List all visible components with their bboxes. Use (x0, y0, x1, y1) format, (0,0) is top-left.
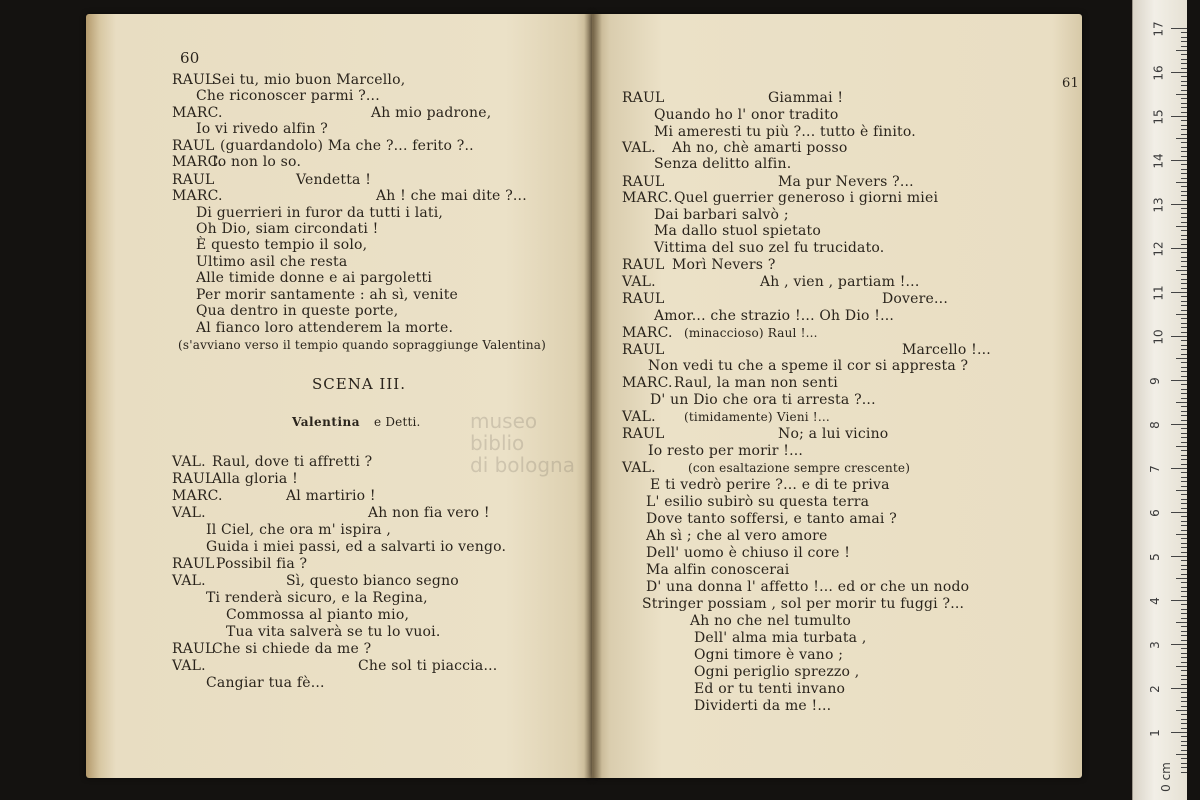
verse-line: Io resto per morir !... (648, 443, 804, 459)
ruler-tick (1181, 547, 1187, 548)
ruler-tick (1181, 714, 1187, 715)
verse-line: Sì, questo bianco segno (286, 573, 459, 589)
verse-line: Sei tu, mio buon Marcello, (212, 72, 406, 88)
ruler-tick (1181, 81, 1187, 82)
ruler-tick (1176, 314, 1187, 315)
verse-line: Oh Dio, siam circondati ! (196, 221, 379, 237)
page-number: 61 (1062, 76, 1079, 91)
ruler-tick (1181, 376, 1187, 377)
verse-line: Ultimo asil che resta (196, 254, 348, 270)
ruler-number: 5 (1147, 553, 1162, 561)
verse-line: Io non lo so. (212, 154, 302, 170)
ruler-tick (1181, 494, 1187, 495)
ruler-tick (1181, 728, 1187, 729)
verse-line: Vendetta ! (296, 172, 372, 188)
ruler-tick (1171, 688, 1187, 689)
speaker-label: VAL. (622, 460, 656, 476)
speaker-label: MARC. (622, 325, 673, 341)
ruler-tick (1181, 340, 1187, 341)
ruler-tick (1181, 560, 1187, 561)
ruler-tick (1181, 736, 1187, 737)
ruler-tick (1176, 710, 1187, 711)
ruler-tick (1181, 635, 1187, 636)
verse-line: Vittima del suo zel fu trucidato. (654, 240, 885, 256)
verse-line: Ma pur Nevers ?... (778, 174, 914, 190)
verse-line: Di guerrieri in furor da tutti i lati, (196, 205, 444, 221)
speaker-label: RAUL (622, 257, 665, 273)
verse-line: D' una donna l' affetto !... ed or che un nodo (646, 579, 970, 595)
speaker-label: VAL. (622, 274, 656, 290)
ruler-number: 3 (1147, 641, 1162, 649)
ruler-tick (1181, 450, 1187, 451)
verse-line: Possibil fia ? (216, 556, 308, 572)
ruler-tick (1181, 657, 1187, 658)
verse-line: Dell' uomo è chiuso il core ! (646, 545, 851, 561)
watermark-text: di bologna (470, 453, 575, 477)
verse-line: Commossa al pianto mio, (226, 607, 410, 623)
verse-line: Alle timide donne e ai pargoletti (196, 270, 433, 286)
ruler-tick (1181, 288, 1187, 289)
verse-line: Dai barbari salvò ; (654, 207, 789, 223)
ruler-tick (1181, 420, 1187, 421)
ruler-tick (1181, 244, 1187, 245)
ruler-tick (1181, 415, 1187, 416)
ruler-tick (1181, 459, 1187, 460)
verse-line: Tua vita salverà se tu lo vuoi. (226, 624, 441, 640)
ruler-tick (1171, 292, 1187, 293)
verse-line: Raul, dove ti affretti ? (212, 454, 373, 470)
ruler-tick (1181, 37, 1187, 38)
ruler-tick (1181, 455, 1187, 456)
ruler-tick (1171, 336, 1187, 337)
ruler-tick (1181, 46, 1187, 47)
speaker-label: VAL. (622, 409, 656, 425)
ruler-tick (1181, 393, 1187, 394)
speaker-label: VAL. (172, 573, 206, 589)
ruler-tick (1181, 684, 1187, 685)
ruler-tick (1181, 442, 1187, 443)
ruler-tick (1181, 670, 1187, 671)
ruler-number: 17 (1151, 21, 1166, 37)
ruler-number: 2 (1147, 685, 1162, 693)
ruler-tick (1181, 428, 1187, 429)
measurement-ruler (1132, 0, 1187, 800)
verse-line: Amor... che strazio !... Oh Dio !... (654, 308, 895, 324)
ruler-tick (1176, 534, 1187, 535)
ruler-tick (1176, 578, 1187, 579)
ruler-tick (1181, 675, 1187, 676)
ruler-tick (1181, 767, 1187, 768)
ruler-tick (1181, 54, 1187, 55)
speaker-label: RAUL (172, 471, 215, 487)
ruler-tick (1176, 402, 1187, 403)
speaker-label: MARC. (622, 190, 673, 206)
ruler-tick (1181, 538, 1187, 539)
ruler-tick (1181, 516, 1187, 517)
ruler-tick (1181, 41, 1187, 42)
ruler-tick (1181, 525, 1187, 526)
ruler-tick (1181, 186, 1187, 187)
ruler-tick (1181, 618, 1187, 619)
ruler-tick (1181, 59, 1187, 60)
verse-line: Cangiar tua fè... (206, 675, 325, 691)
speaker-label: RAUL (622, 291, 665, 307)
ruler-tick (1171, 380, 1187, 381)
ruler-tick (1181, 481, 1187, 482)
ruler-tick (1181, 406, 1187, 407)
ruler-tick (1181, 662, 1187, 663)
ruler-tick (1181, 503, 1187, 504)
verse-line: Ah ! che mai dite ?... (376, 188, 527, 204)
speaker-label: RAUL (172, 556, 215, 572)
ruler-tick (1181, 596, 1187, 597)
book-gutter (584, 14, 602, 778)
ruler-tick (1181, 384, 1187, 385)
ruler-tick (1181, 530, 1187, 531)
verse-line: Dovere... (882, 291, 948, 307)
ruler-tick (1181, 763, 1187, 764)
ruler-tick (1171, 424, 1187, 425)
ruler-tick (1181, 648, 1187, 649)
verse-line: Ah no che nel tumulto (690, 613, 851, 629)
verse-line: Ti renderà sicuro, e la Regina, (206, 590, 428, 606)
ruler-tick (1171, 600, 1187, 601)
verse-line: Ma alfin conoscerai (646, 562, 790, 578)
open-book (86, 14, 1082, 778)
ruler-tick (1181, 345, 1187, 346)
ruler-tick (1181, 613, 1187, 614)
speaker-label: MARC. (622, 375, 673, 391)
speaker-label: VAL. (172, 505, 206, 521)
verse-line: Ogni timore è vano ; (694, 647, 844, 663)
ruler-tick (1181, 332, 1187, 333)
ruler-number: 15 (1151, 109, 1166, 125)
ruler-tick (1181, 437, 1187, 438)
ruler-tick (1181, 587, 1187, 588)
verse-line: Dell' alma mia turbata , (694, 630, 867, 646)
ruler-tick (1181, 107, 1187, 108)
ruler-tick (1181, 389, 1187, 390)
ruler-tick (1176, 622, 1187, 623)
ruler-tick (1181, 257, 1187, 258)
verse-line: Qua dentro in queste porte, (196, 303, 399, 319)
verse-line: E ti vedrò perire ?... e di te priva (650, 477, 890, 493)
ruler-tick (1181, 679, 1187, 680)
ruler-number: 12 (1151, 241, 1166, 257)
ruler-tick (1181, 156, 1187, 157)
scene-title: SCENA III. (312, 375, 406, 393)
ruler-tick (1181, 552, 1187, 553)
verse-line: Ah no, chè amarti posso (672, 140, 848, 156)
ruler-tick (1181, 76, 1187, 77)
speaker-label: RAUL (172, 138, 215, 154)
verse-line: Io vi rivedo alfin ? (196, 121, 328, 137)
stage-direction: (s'avviano verso il tempio quando sopraggiunge Valentina) (178, 338, 547, 352)
verse-line: Non vedi tu che a speme il cor si appresta ? (648, 358, 969, 374)
ruler-tick (1181, 772, 1187, 773)
verse-line: Che sol ti piaccia... (358, 658, 498, 674)
ruler-tick (1171, 248, 1187, 249)
ruler-tick (1181, 85, 1187, 86)
ruler-tick (1181, 574, 1187, 575)
ruler-tick (1181, 266, 1187, 267)
ruler-tick (1181, 745, 1187, 746)
ruler-tick (1181, 164, 1187, 165)
ruler-tick (1171, 512, 1187, 513)
verse-line: D' un Dio che ora ti arresta ?... (650, 392, 876, 408)
speaker-label: MARC. (172, 188, 223, 204)
verse-line: Al martirio ! (286, 488, 376, 504)
ruler-tick (1181, 129, 1187, 130)
ruler-tick (1181, 200, 1187, 201)
ruler-tick (1181, 151, 1187, 152)
verse-line: Dividerti da me !... (694, 698, 832, 714)
ruler-tick (1181, 499, 1187, 500)
ruler-tick (1181, 398, 1187, 399)
ruler-tick (1181, 758, 1187, 759)
ruler-number: 11 (1151, 285, 1166, 301)
verse-line: Che si chiede da me ? (212, 641, 372, 657)
ruler-number: 1 (1147, 729, 1162, 737)
ruler-tick (1181, 349, 1187, 350)
ruler-tick (1181, 604, 1187, 605)
ruler-tick (1181, 134, 1187, 135)
ruler-tick (1171, 72, 1187, 73)
ruler-tick (1176, 358, 1187, 359)
ruler-tick (1181, 90, 1187, 91)
verse-line: Guida i miei passi, ed a salvarti io vengo. (206, 539, 507, 555)
verse-line: Morì Nevers ? (672, 257, 776, 273)
ruler-tick (1181, 169, 1187, 170)
ruler-tick (1181, 640, 1187, 641)
verse-line: Ma dallo stuol spietato (654, 223, 821, 239)
verse-line: Giammai ! (768, 90, 844, 106)
ruler-tick (1181, 305, 1187, 306)
ruler-tick (1181, 239, 1187, 240)
ruler-tick (1181, 486, 1187, 487)
ruler-tick (1171, 468, 1187, 469)
ruler-tick (1181, 103, 1187, 104)
ruler-tick (1181, 125, 1187, 126)
ruler-tick (1181, 741, 1187, 742)
verse-line: Quando ho l' onor tradito (654, 107, 839, 123)
verse-line: Ah mio padrone, (371, 105, 492, 121)
ruler-tick (1176, 50, 1187, 51)
verse-line: Alla gloria ! (212, 471, 298, 487)
ruler-tick (1176, 754, 1187, 755)
ruler-tick (1171, 160, 1187, 161)
verse-line: L' esilio subirò su questa terra (646, 494, 870, 510)
verse-line: (timidamente) Vieni !... (684, 410, 830, 424)
speaker-label: MARC. (172, 105, 223, 121)
ruler-tick (1181, 327, 1187, 328)
ruler-tick (1181, 283, 1187, 284)
speaker-label: RAUL (172, 641, 215, 657)
verse-line: No; a lui vicino (778, 426, 889, 442)
ruler-number: 10 (1151, 329, 1166, 345)
ruler-tick (1181, 591, 1187, 592)
speaker-label: RAUL (622, 342, 665, 358)
ruler-tick (1181, 362, 1187, 363)
ruler-number: 13 (1151, 197, 1166, 213)
ruler-number: 7 (1147, 465, 1162, 473)
left-page (86, 14, 592, 778)
ruler-tick (1181, 631, 1187, 632)
verse-line: Che riconoscer parmi ?... (196, 88, 380, 104)
ruler-tick (1181, 310, 1187, 311)
watermark-text: biblio (470, 431, 525, 455)
ruler-tick (1181, 565, 1187, 566)
ruler-tick (1181, 235, 1187, 236)
speaker-label: RAUL (622, 426, 665, 442)
verse-line: Quel guerrier generoso i giorni miei (674, 190, 939, 206)
ruler-tick (1181, 433, 1187, 434)
verse-line: Marcello !... (902, 342, 991, 358)
ruler-tick (1181, 32, 1187, 33)
ruler-tick (1181, 692, 1187, 693)
ruler-tick (1181, 301, 1187, 302)
verse-line: Ah sì ; che al vero amore (646, 528, 828, 544)
ruler-tick (1176, 94, 1187, 95)
ruler-tick (1181, 173, 1187, 174)
verse-line: Ed or tu tenti invano (694, 681, 846, 697)
ruler-tick (1181, 213, 1187, 214)
ruler-tick (1181, 411, 1187, 412)
ruler-tick (1181, 508, 1187, 509)
ruler-tick (1171, 28, 1187, 29)
verse-line: Mi ameresti tu più ?... tutto è finito. (654, 124, 916, 140)
ruler-tick (1181, 750, 1187, 751)
ruler-tick (1176, 270, 1187, 271)
verse-line: Dove tanto soffersi, e tanto amai ? (646, 511, 897, 527)
ruler-tick (1176, 666, 1187, 667)
speaker-label: RAUL (172, 172, 215, 188)
ruler-tick (1181, 723, 1187, 724)
ruler-tick (1181, 296, 1187, 297)
ruler-tick (1181, 367, 1187, 368)
ruler-tick (1181, 98, 1187, 99)
ruler-tick (1176, 182, 1187, 183)
ruler-tick (1181, 252, 1187, 253)
ruler-tick (1176, 226, 1187, 227)
ruler-tick (1181, 147, 1187, 148)
ruler-tick (1176, 490, 1187, 491)
ruler-tick (1181, 472, 1187, 473)
ruler-tick (1181, 543, 1187, 544)
ruler-tick (1181, 477, 1187, 478)
ruler-tick (1181, 191, 1187, 192)
ruler-tick (1181, 318, 1187, 319)
ruler-number: 9 (1147, 377, 1162, 385)
ruler-tick (1181, 274, 1187, 275)
ruler-tick (1181, 120, 1187, 121)
ruler-tick (1181, 354, 1187, 355)
ruler-tick (1181, 217, 1187, 218)
speaker-label: RAUL (622, 174, 665, 190)
ruler-number: 0 cm (1158, 762, 1173, 792)
ruler-tick (1181, 464, 1187, 465)
library-watermark (470, 410, 590, 500)
ruler-tick (1181, 582, 1187, 583)
ruler-tick (1171, 204, 1187, 205)
speaker-label: RAUL (622, 90, 665, 106)
scene-characters: e Detti. (374, 415, 421, 429)
speaker-label: MARC. (172, 488, 223, 504)
ruler-tick (1181, 142, 1187, 143)
ruler-tick (1176, 446, 1187, 447)
ruler-number: 14 (1151, 153, 1166, 169)
ruler-tick (1181, 230, 1187, 231)
ruler-tick (1181, 697, 1187, 698)
ruler-tick (1181, 208, 1187, 209)
right-page (592, 14, 1082, 778)
verse-line: Ogni periglio sprezzo , (694, 664, 860, 680)
verse-line: (minaccioso) Raul !... (684, 326, 818, 340)
ruler-tick (1171, 116, 1187, 117)
ruler-tick (1181, 178, 1187, 179)
speaker-label: RAUL (172, 72, 215, 88)
verse-line: Raul, la man non senti (674, 375, 838, 391)
speaker-label: MARC. (172, 154, 223, 170)
verse-line: (guardandolo) Ma che ?... ferito ?.. (220, 138, 474, 154)
ruler-tick (1171, 732, 1187, 733)
ruler-number: 16 (1151, 65, 1166, 81)
verse-line: Per morir santamente : ah sì, venite (196, 287, 459, 303)
ruler-tick (1171, 556, 1187, 557)
ruler-tick (1181, 521, 1187, 522)
ruler-tick (1181, 609, 1187, 610)
ruler-tick (1181, 701, 1187, 702)
verse-line: Senza delitto alfin. (654, 156, 792, 172)
ruler-tick (1181, 371, 1187, 372)
ruler-tick (1171, 644, 1187, 645)
ruler-tick (1181, 653, 1187, 654)
speaker-label: VAL. (172, 454, 206, 470)
ruler-number: 6 (1147, 509, 1162, 517)
ruler-tick (1181, 279, 1187, 280)
ruler-number: 4 (1147, 597, 1162, 605)
ruler-tick (1181, 719, 1187, 720)
verse-line: Al fianco loro attenderem la morte. (196, 320, 454, 336)
ruler-tick (1181, 626, 1187, 627)
verse-line: Ah non fia vero ! (368, 505, 490, 521)
ruler-tick (1176, 138, 1187, 139)
verse-line: Stringer possiam , sol per morir tu fuggi ?... (642, 596, 965, 612)
ruler-tick (1181, 323, 1187, 324)
ruler-tick (1181, 706, 1187, 707)
verse-line: Il Ciel, che ora m' ispira , (206, 522, 392, 538)
speaker-label: VAL. (622, 140, 656, 156)
ruler-tick (1181, 112, 1187, 113)
ruler-number: 8 (1147, 421, 1162, 429)
ruler-tick (1181, 569, 1187, 570)
watermark-text: museo (470, 409, 538, 433)
verse-line: È questo tempio il solo, (196, 237, 368, 253)
ruler-tick (1181, 261, 1187, 262)
ruler-tick (1181, 68, 1187, 69)
ruler-tick (1181, 222, 1187, 223)
ruler-tick (1181, 195, 1187, 196)
verse-line: Ah , vien , partiam !... (760, 274, 920, 290)
verse-line: (con esaltazione sempre crescente) (688, 461, 911, 475)
scene-characters: Valentina (292, 415, 361, 429)
ruler-tick (1181, 63, 1187, 64)
speaker-label: VAL. (172, 658, 206, 674)
page-number: 60 (180, 49, 200, 67)
